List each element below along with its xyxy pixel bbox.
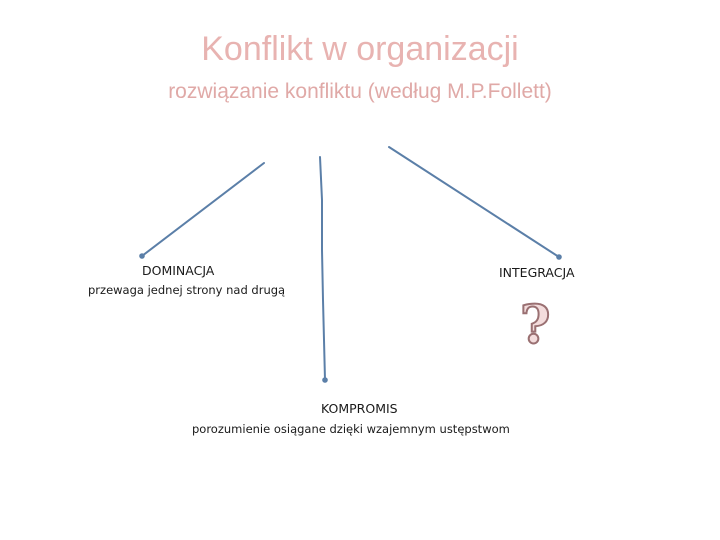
arrow-head-integracja (556, 254, 562, 260)
arrow-head-kompromis (322, 377, 328, 383)
question-mark-icon: ? (520, 295, 551, 356)
arrow-head-dominacja (139, 253, 145, 259)
arrow-to-integracja (389, 147, 559, 257)
slide-title: Konflikt w organizacji (201, 30, 519, 68)
kompromis-description: porozumienie osiągane dzięki wzajemnym ustępstwom (192, 422, 510, 436)
dominacja-description: przewaga jednej strony nad drugą (88, 283, 286, 297)
arrow-to-kompromis (320, 157, 325, 380)
arrow-to-dominacja (142, 163, 264, 256)
dominacja-label: DOMINACJA (142, 263, 215, 278)
integracja-label: INTEGRACJA (499, 265, 575, 280)
slide-subtitle: rozwiązanie konfliktu (według M.P.Follett) (168, 80, 552, 103)
kompromis-label: KOMPROMIS (321, 401, 398, 416)
